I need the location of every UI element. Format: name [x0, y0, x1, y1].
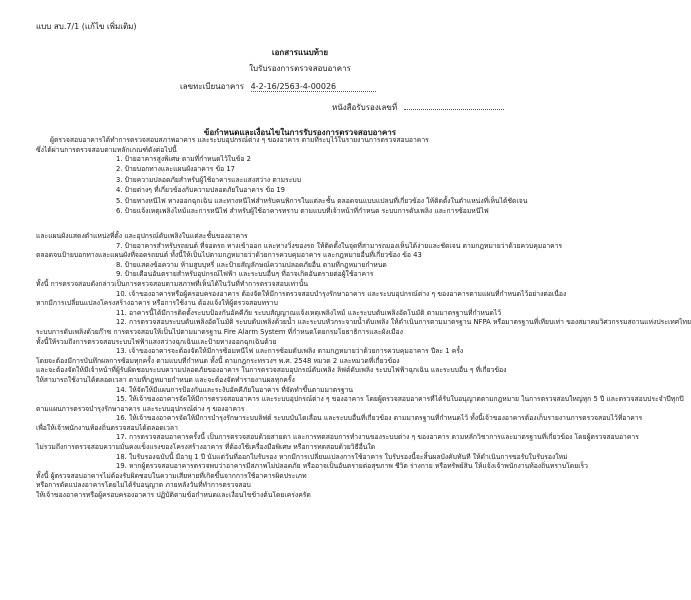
- document-title: เอกสารแนบท้าย: [271, 48, 329, 57]
- criteria-list: [36, 154, 570, 216]
- document-subtitle: ใบรับรองการตรวจสอบอาคาร: [249, 64, 351, 73]
- body-line: ไม่รวมถึงการตรวจสอบความมั่นคงแข็งแรงของโครงสร้างอาคาร ที่ต้องใช้เครื่องมือพิเศษ หรือการทดสอบด้วยวิธีอื่นใด: [36, 443, 376, 452]
- registration-value: 4-2-16/2563-4-00026: [251, 82, 376, 92]
- list-item: 2. ป้ายบอกทางและแผนผังอาคาร ข้อ 17: [116, 165, 236, 174]
- body-line: 8. ป้ายแสดงข้อความ ห้ามสูบบุหรี่ และป้ายสัญลักษณ์ความปลอดภัยอื่น ตามที่กฎหมายกำหนด: [116, 260, 387, 269]
- list-item: 1. ป้ายอาคารสูงพิเศษ ตามที่กำหนดไว้ในข้อ 2: [116, 155, 251, 163]
- body-line: ทั้งนี้ การตรวจสอบดังกล่าวเป็นการตรวจสอบตามสภาพที่เห็นได้ในวันที่ทำการตรวจสอบเท่านั้น: [36, 279, 309, 288]
- list-item: 3. ป้ายความปลอดภัยสำหรับผู้ใช้อาคารและแสงสว่าง ตามระบบ: [116, 175, 302, 184]
- registration-label: เลขทะเบียนอาคาร: [180, 82, 245, 91]
- body-line: ให้เจ้าของอาคารหรือผู้ครอบครองอาคาร ปฏิบัติตามข้อกำหนดและเงื่อนไขข้างต้นโดยเคร่งครัด: [36, 491, 311, 500]
- certificate-number-blank: [404, 100, 504, 110]
- intro-line: ผู้ตรวจสอบอาคารได้ทำการตรวจสอบสภาพอาคาร และระบบอุปกรณ์ต่าง ๆ ของอาคาร ตามที่ระบุไว้ในรายงานการตรวจสอบอาคาร: [50, 136, 429, 144]
- list-item: 5. ป้ายทางหนีไฟ ทางออกฉุกเฉิน และทางหนีไฟสำหรับคนพิการในแต่ละชั้น ตลอดจนแบบแปลนที่เกี่ยวข้อง ให้ติดตั้งในตำแหน่งที่เห็นได้ชัดเจน: [116, 196, 528, 205]
- body-paragraphs: [36, 232, 691, 501]
- body-line: 17. การตรวจสอบอาคารครั้งนี้ เป็นการตรวจสอบด้วยสายตา และการทดสอบการทำงานของระบบต่าง ๆ ของอาคาร ตามหลักวิชาการและมาตรฐานที่เกี่ยวข้อง โดยผู้ตรวจสอบอาคาร: [116, 433, 639, 442]
- body-line: และแผนผังแสดงตำแหน่งที่ตั้ง และอุปกรณ์ดับเพลิงในแต่ละชั้นของอาคาร: [36, 232, 248, 240]
- list-item: 6. ป้ายแจ้งเหตุเพลิงไหม้และการหนีไฟ สำหรับผู้ใช้อาคารทราบ ตามแบบที่เจ้าหน้าที่กำหนด ระบบการดับเพลิง และการซ้อมหนีไฟ: [116, 206, 489, 215]
- form-code: แบบ สบ.7/1 (แก้ไข เพิ่มเติม): [36, 22, 137, 31]
- body-line: และจะต้องจัดให้มีเจ้าหน้าที่ผู้รับผิดชอบระบบความปลอดภัยของอาคาร ในการตรวจสอบอุปกรณ์ดับเพลิง ลิฟต์ดับเพลิง ระบบไฟฟ้าฉุกเฉิน และระบบอื่น ๆ ที่เกี่ยวข้อง: [36, 366, 507, 375]
- list-item: 4. ป้ายต่างๆ ที่เกี่ยวข้องกับความปลอดภัยในอาคาร ข้อ 19: [116, 186, 285, 195]
- body-line: หากมีการเปลี่ยนแปลงโครงสร้างอาคาร หรือการใช้งาน ต้องแจ้งให้ผู้ตรวจสอบทราบ: [36, 299, 278, 308]
- body-line: ระบบการดับเพลิงด้วยก๊าซ การตรวจสอบให้เป็นไปตามมาตรฐาน Fire Alarm System ที่กำหนดโดยกรมโยธาธิการและผังเมือง: [36, 327, 403, 336]
- body-line: 10. เจ้าของอาคารหรือผู้ครอบครองอาคาร ต้องจัดให้มีการตรวจสอบบำรุงรักษาอาคาร และระบบอุปกรณ์ต่าง ๆ ของอาคารตามแผนที่กำหนดไว้อย่างต่อเนื่อง: [116, 289, 567, 298]
- body-line: 18. ใบรับรองฉบับนี้ มีอายุ 1 ปี นับแต่วันที่ออกใบรับรอง หากมีการเปลี่ยนแปลงการใช้อาคาร ใบรับรองนี้จะสิ้นผลบังคับทันที ให้ดำเนินการขอรับใบรับรองใหม่: [116, 452, 568, 461]
- body-line: 15. ให้เจ้าของอาคารจัดให้มีการตรวจสอบอาคาร และระบบอุปกรณ์ต่าง ๆ ของอาคาร โดยผู้ตรวจสอบอาคารที่ได้รับใบอนุญาตตามกฎหมาย ในการตรวจสอบใหญ่ทุก 5 ปี และตรวจสอบประจำปีทุกปี: [116, 395, 684, 404]
- body-line: ทั้งนี้ให้รวมถึงการตรวจสอบระบบไฟฟ้าแสงสว่างฉุกเฉินและป้ายทางออกฉุกเฉินด้วย: [36, 337, 277, 346]
- body-line: 14. ให้จัดให้มีแผนการป้องกันและระงับอัคคีภัยในอาคาร ที่จัดทำขึ้นตามมาตรฐาน: [116, 385, 354, 394]
- body-line: เพื่อให้เจ้าพนักงานท้องถิ่นตรวจสอบได้ตลอดเวลา: [36, 423, 178, 432]
- body-line: 19. หากผู้ตรวจสอบอาคารตรวจพบว่าอาคารมีสภาพไม่ปลอดภัย หรืออาจเป็นอันตรายต่อสุขภาพ ชีวิต ร่างกาย หรือทรัพย์สิน ให้แจ้งเจ้าพนักงานท้องถิ่นทราบโดยเร็ว: [116, 462, 588, 471]
- body-line: ตลอดจนป้ายบอกทางและแผนผังที่จอดรถยนต์ ทั้งนี้ให้เป็นไปตามกฎหมายว่าด้วยการควบคุมอาคาร และกฎหมายอื่นที่เกี่ยวข้อง ข้อ 43: [36, 251, 422, 260]
- body-line: 16. ให้เจ้าของอาคารจัดให้มีการบำรุงรักษาระบบลิฟต์ ระบบบันไดเลื่อน และระบบอื่นที่เกี่ยวข้อง ตามมาตรฐานที่กำหนดไว้ ทั้งนี้เจ้าของอาคารต้องเก็บรายงานการตรวจสอบไว้ที่อาคาร: [116, 414, 643, 423]
- registration-line: [180, 80, 376, 93]
- body-line: 12. การตรวจสอบระบบดับเพลิงอัตโนมัติ ระบบดับเพลิงด้วยน้ำ และระบบหัวกระจายน้ำดับเพลิง ให้ดำเนินการตามมาตรฐาน NFPA หรือมาตรฐานที่เทียบเท่า ของสมาคมวิศวกรรมสถานแห่งประเทศไทย: [116, 318, 691, 327]
- body-line: 9. ป้ายเตือนอันตรายสำหรับอุปกรณ์ไฟฟ้า และระบบอื่นๆ ที่อาจเกิดอันตรายต่อผู้ใช้อาคาร: [116, 270, 374, 279]
- intro-line: ซึ่งได้ผ่านการตรวจสอบตามหลักเกณฑ์ดังต่อไปนี้: [36, 145, 177, 154]
- body-line: ทั้งนี้ ผู้ตรวจสอบอาคารไม่ต้องรับผิดชอบในความเสียหายที่เกิดขึ้นจากการใช้อาคารผิดประเภท: [36, 471, 307, 480]
- body-line: หรือการดัดแปลงอาคารโดยไม่ได้รับอนุญาต ภายหลังวันที่ทำการตรวจสอบ: [36, 481, 251, 490]
- body-line: ให้สามารถใช้งานได้ตลอดเวลา ตามที่กฎหมายกำหนด และจะต้องจัดทำรายงานผลทุกครั้ง: [36, 375, 295, 384]
- section-heading: ข้อกำหนดและเงื่อนไขในการรับรองการตรวจสอบอาคาร: [203, 128, 397, 137]
- certificate-number-line: [332, 100, 504, 114]
- intro-paragraph: [36, 136, 570, 155]
- body-line: โดยจะต้องมีการบันทึกผลการซ้อมทุกครั้ง ตามแบบที่กำหนด ทั้งนี้ ตามกฎกระทรวงฯ พ.ศ. 2548 หมวด 2 และหมวดที่เกี่ยวข้อง: [36, 356, 400, 365]
- body-line: 7. ป้ายอาคารสำหรับรถยนต์ ที่จอดรถ ทางเข้าออก และทางวิ่งของรถ ให้ติดตั้งในจุดที่สามารถมองเห็นได้ง่ายและชัดเจน ตามกฎหมายว่าด้วยควบคุมอาคาร: [116, 241, 563, 250]
- body-line: ตามแผนการตรวจบำรุงรักษาอาคาร และระบบอุปกรณ์ต่าง ๆ ของอาคาร: [36, 404, 245, 413]
- certificate-number-label: หนังสือรับรองเลขที่: [332, 103, 398, 112]
- body-line: 11. อาคารนี้ได้มีการติดตั้งระบบป้องกันอัคคีภัย ระบบสัญญาณแจ้งเหตุเพลิงไหม้ และระบบดับเพลิงอัตโนมัติ ตามมาตรฐานที่กำหนดไว้: [116, 308, 502, 317]
- body-line: 13. เจ้าของอาคารจะต้องจัดให้มีการซ้อมหนีไฟ และการซ้อมดับเพลิง ตามกฎหมายว่าด้วยการควบคุมอาคาร ปีละ 1 ครั้ง: [116, 347, 464, 356]
